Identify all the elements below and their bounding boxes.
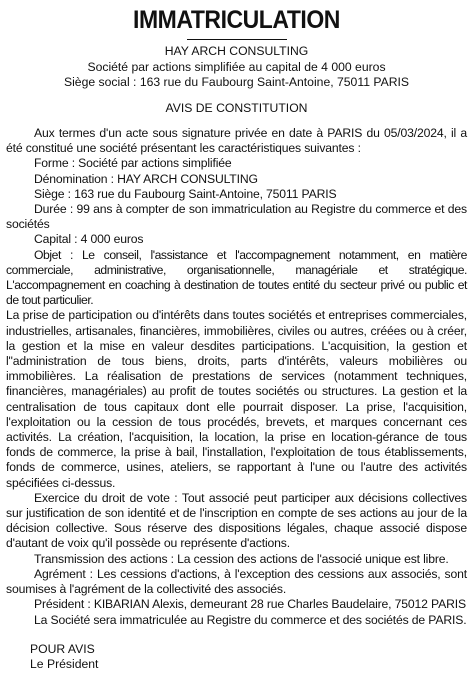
page-title: IMMATRICULATION xyxy=(133,6,340,34)
transmission-paragraph: Transmission des actions : La cession des actions de l'associé unique est libre. xyxy=(34,551,449,566)
title-divider xyxy=(187,39,287,40)
signatory: Le Président xyxy=(30,657,99,672)
vote-paragraph: Exercice du droit de vote : Tout associé peut participer aux décisions collectives sur justification de son identité et de l'inscription en compte de ses actions au jour de la décision collective. Sous réserve des dispositions légales, chaque associé dispose d'autant de voix qu'il possède ou représente d'actions. xyxy=(6,490,467,551)
capital-paragraph: Capital : 4 000 euros xyxy=(34,232,144,247)
notice-body xyxy=(6,126,467,628)
agrement-paragraph: Agrément : Les cessions d'actions, à l'exception des cessions aux associés, sont soumises à l'agrément de la collectivité des associés. xyxy=(6,566,467,597)
intro-paragraph: Aux termes d'un acte sous signature privée en date à PARIS du 05/03/2024, il a été constitué une société présentant les caractéristiques suivantes : xyxy=(6,126,467,156)
capital-line: Société par actions simplifiée au capital de 4 000 euros xyxy=(87,59,386,74)
company-name: HAY ARCH CONSULTING xyxy=(164,44,309,58)
siege-line: Siège social : 163 rue du Faubourg Saint-Antoine, 75011 PARIS xyxy=(63,75,410,89)
objet-paragraph: Objet : Le conseil, l'assistance et l'accompagnement notamment, en matière commerciale, administrative, organisationnelle, managériale et stratégique. L'accompagnement en coaching à destination de toutes entité du secteur privé ou public et de tout particulier. xyxy=(6,247,467,308)
siege-paragraph: Siège : 163 rue du Faubourg Saint-Antoine, 75011 PARIS xyxy=(34,186,337,201)
denomination-line: Dénomination : HAY ARCH CONSULTING xyxy=(34,171,258,186)
pour-avis: POUR AVIS xyxy=(30,641,95,656)
duree-paragraph: Durée : 99 ans à compter de son immatriculation au Registre du commerce et des sociétés xyxy=(6,202,467,232)
objet-details-paragraph: La prise de participation ou d'intérêts dans toutes sociétés et entreprises commerciales, industrielles, artisanales, financières, immobilières, civiles ou autres, créées ou à créer, la gestion et la mise en valeur desdites participations. L'acquisition, la gestion et l"administration de tous biens, droits, parts d'intérêts, valeurs mobilières ou immobilières. La réalisation de prestations de services (notamment techniques, financières, managériales) au profit de toutes sociétés ou structures. La gestion et la centralisation de tous capitaux dont elle pourrait disposer. La prise, l'acquisition, l'exploitation ou la cession de tous procédés, brevets, et marques concernant ces activités. La création, l'acquisition, la location, la prise en location-gérance de tous fonds de commerce, la prise à bail, l'installation, l'exploitation de tous établissements, fonds de commerce, usines, ateliers, se rapportant à l'une ou l'autre des activités spécifiées ci-dessus. xyxy=(6,308,467,490)
notice-title: AVIS DE CONSTITUTION xyxy=(165,100,308,115)
legal-notice-page xyxy=(0,6,473,672)
president-paragraph: Président : KIBARIAN Alexis, demeurant 28 rue Charles Baudelaire, 75012 PARIS xyxy=(34,597,466,612)
rcs-paragraph: La Société sera immatriculée au Registre du commerce et des sociétés de PARIS. xyxy=(34,612,467,627)
forme-line: Forme : Société par actions simplifiée xyxy=(34,156,232,171)
signature-block xyxy=(6,642,467,673)
